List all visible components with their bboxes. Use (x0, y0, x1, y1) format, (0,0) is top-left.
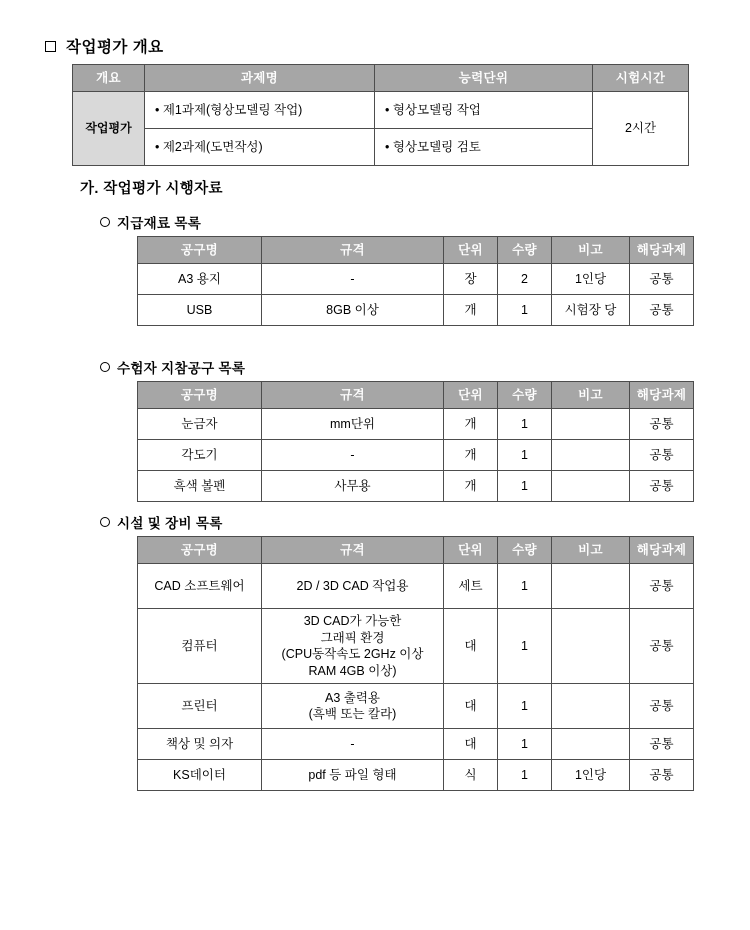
tools-heading (100, 357, 245, 377)
facility-header-0: 공구명 (138, 537, 262, 564)
overview-table (72, 64, 689, 166)
facility-cell: 세트 (444, 564, 498, 609)
overview-task-1: • 제1과제(형상모델링 작업) (145, 92, 375, 129)
tools-header-1: 규격 (262, 382, 444, 409)
facility-cell: 대 (444, 729, 498, 760)
circle-bullet-icon (100, 217, 110, 227)
facility-cell: 공통 (630, 760, 694, 791)
facility-cell: 프린터 (138, 684, 262, 729)
facility-cell: KS데이터 (138, 760, 262, 791)
overview-task-2: • 제2과제(도면작성) (145, 129, 375, 166)
square-bullet-icon (45, 41, 56, 52)
tools-cell (552, 409, 630, 440)
tools-cell: mm단위 (262, 409, 444, 440)
materials-header-1: 규격 (262, 237, 444, 264)
overview-header-3: 시험시간 (593, 65, 689, 92)
facility-cell (552, 609, 630, 684)
materials-header-5: 해당과제 (630, 237, 694, 264)
facility-cell: 공통 (630, 564, 694, 609)
tools-header-5: 해당과제 (630, 382, 694, 409)
table-row (138, 564, 694, 609)
tools-cell: 사무용 (262, 471, 444, 502)
circle-bullet-icon (100, 362, 110, 372)
materials-cell: - (262, 264, 444, 295)
facility-header-3: 수량 (498, 537, 552, 564)
materials-heading-label: 지급재료 목록 (117, 216, 202, 231)
tools-cell: 개 (444, 440, 498, 471)
tools-heading-label: 수험자 지참공구 목록 (117, 361, 246, 376)
tools-cell: - (262, 440, 444, 471)
materials-cell: 공통 (630, 295, 694, 326)
facility-cell: 공통 (630, 609, 694, 684)
tools-cell: 각도기 (138, 440, 262, 471)
section-heading (45, 35, 164, 57)
facility-header-1: 규격 (262, 537, 444, 564)
materials-header-3: 수량 (498, 237, 552, 264)
facility-cell (552, 564, 630, 609)
facility-cell (552, 684, 630, 729)
tools-header-2: 단위 (444, 382, 498, 409)
tools-cell: 공통 (630, 409, 694, 440)
materials-cell: 1인당 (552, 264, 630, 295)
overview-unit-2: • 형상모델링 검토 (375, 129, 593, 166)
facility-cell: 1 (498, 684, 552, 729)
overview-header-2: 능력단위 (375, 65, 593, 92)
table-row (138, 440, 694, 471)
tools-cell: 1 (498, 471, 552, 502)
tools-header-4: 비고 (552, 382, 630, 409)
facility-cell: 책상 및 의자 (138, 729, 262, 760)
table-row (138, 609, 694, 684)
materials-cell: 8GB 이상 (262, 295, 444, 326)
facility-cell: A3 출력용 (흑백 또는 칼라) (262, 684, 444, 729)
facility-heading-label: 시설 및 장비 목록 (117, 516, 223, 531)
table-row (138, 295, 694, 326)
facility-cell: 3D CAD가 가능한 그래픽 환경 (CPU동작속도 2GHz 이상 RAM 4GB 이상) (262, 609, 444, 684)
facility-cell (552, 729, 630, 760)
table-header-row (138, 382, 694, 409)
materials-cell: 시험장 당 (552, 295, 630, 326)
tools-cell: 1 (498, 409, 552, 440)
materials-cell: 공통 (630, 264, 694, 295)
table-row (138, 409, 694, 440)
facility-cell: 1 (498, 564, 552, 609)
table-header-row (73, 65, 689, 92)
facility-cell: CAD 소프트웨어 (138, 564, 262, 609)
table-row (138, 760, 694, 791)
tools-table (137, 381, 694, 502)
tools-cell: 공통 (630, 471, 694, 502)
materials-header-0: 공구명 (138, 237, 262, 264)
facility-heading (100, 512, 223, 532)
section-title: 작업평가 개요 (66, 39, 164, 56)
table-header-row (138, 237, 694, 264)
table-row (138, 729, 694, 760)
circle-bullet-icon (100, 517, 110, 527)
overview-header-1: 과제명 (145, 65, 375, 92)
tools-cell: 공통 (630, 440, 694, 471)
facility-cell: 2D / 3D CAD 작업용 (262, 564, 444, 609)
facility-cell: 공통 (630, 729, 694, 760)
overview-row-label: 작업평가 (73, 92, 145, 166)
tools-cell: 개 (444, 409, 498, 440)
materials-heading (100, 212, 201, 232)
facility-cell: - (262, 729, 444, 760)
facility-cell: pdf 등 파일 형태 (262, 760, 444, 791)
table-row (73, 92, 689, 129)
materials-cell: A3 용지 (138, 264, 262, 295)
tools-cell (552, 471, 630, 502)
tools-header-0: 공구명 (138, 382, 262, 409)
tools-cell: 1 (498, 440, 552, 471)
table-row (138, 684, 694, 729)
materials-header-2: 단위 (444, 237, 498, 264)
table-row (138, 264, 694, 295)
facility-header-5: 해당과제 (630, 537, 694, 564)
materials-table (137, 236, 694, 326)
facility-header-2: 단위 (444, 537, 498, 564)
facility-cell: 대 (444, 684, 498, 729)
materials-cell: USB (138, 295, 262, 326)
overview-duration: 2시간 (593, 92, 689, 166)
tools-cell: 흑색 볼펜 (138, 471, 262, 502)
table-row (138, 471, 694, 502)
materials-cell: 개 (444, 295, 498, 326)
materials-cell: 장 (444, 264, 498, 295)
facility-cell: 식 (444, 760, 498, 791)
facility-cell: 공통 (630, 684, 694, 729)
facility-cell: 대 (444, 609, 498, 684)
materials-cell: 2 (498, 264, 552, 295)
materials-cell: 1 (498, 295, 552, 326)
table-header-row (138, 537, 694, 564)
facility-cell: 1인당 (552, 760, 630, 791)
materials-header-4: 비고 (552, 237, 630, 264)
overview-unit-1: • 형상모델링 작업 (375, 92, 593, 129)
facility-header-4: 비고 (552, 537, 630, 564)
tools-cell: 눈금자 (138, 409, 262, 440)
sub-section-title: 가. 작업평가 시행자료 (80, 181, 223, 197)
overview-header-0: 개요 (73, 65, 145, 92)
facility-cell: 1 (498, 760, 552, 791)
facility-cell: 1 (498, 609, 552, 684)
tools-header-3: 수량 (498, 382, 552, 409)
tools-cell (552, 440, 630, 471)
facility-table (137, 536, 694, 791)
facility-cell: 컴퓨터 (138, 609, 262, 684)
tools-cell: 개 (444, 471, 498, 502)
facility-cell: 1 (498, 729, 552, 760)
